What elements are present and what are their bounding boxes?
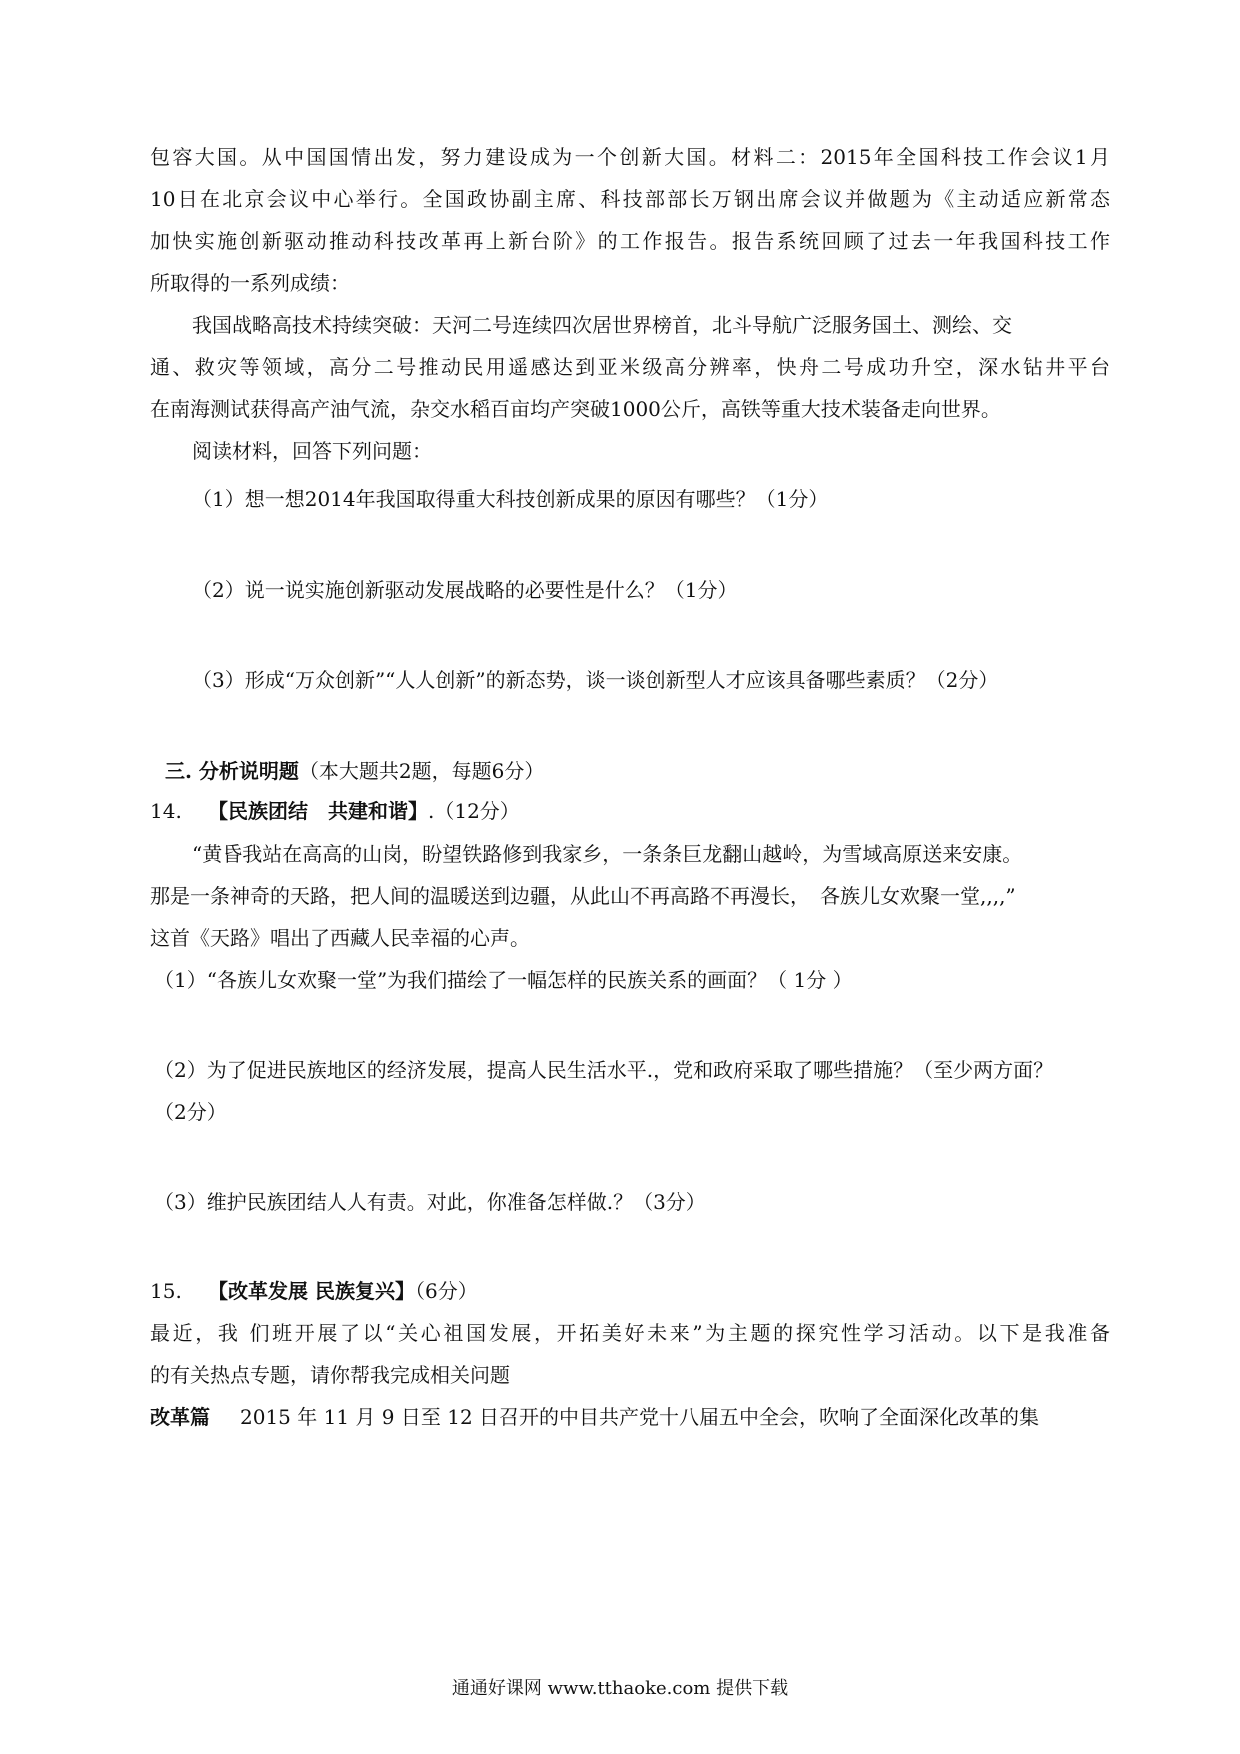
section-3-heading	[165, 757, 544, 785]
q13-instruction: 阅读材料，回答下列问题：	[192, 439, 432, 463]
achievements-line-3: 在南海测试获得高产油气流，杂交水稻百亩均产突破1000公斤，高铁等重大技术装备走向世界。	[150, 397, 1001, 421]
material-line-3: 加快实施创新驱动推动科技改革再上新台阶》的工作报告。报告系统回顾了过去一年我国科技工作	[150, 229, 1110, 253]
q14-lyrics-line-3: 这首《天路》唱出了西藏人民幸福的心声。	[150, 926, 530, 950]
q13-question-3: （3）形成“万众创新”“人人创新”的新态势，谈一谈创新型人才应该具备哪些素质？（2分）	[192, 668, 999, 692]
page-footer: 通通好课网 www.tthaoke.com 提供下载	[451, 1678, 789, 1699]
reform-label: 改革篇	[150, 1405, 210, 1429]
achievements-line-2: 通、救灾等领域，高分二号推动民用遥感达到亚米级高分辨率，快舟二号成功升空，深水钻井平台	[150, 355, 1110, 379]
reform-text: 2015 年 11 月 9 日至 12 日召开的中目共产党十八届五中全会，吹响了全面深化改革的集	[240, 1405, 1040, 1429]
q14-question-3: （3）维护民族团结人人有责。对此，你准备怎样做.？（3分）	[154, 1190, 706, 1214]
q14-question-2-score: （2分）	[154, 1100, 227, 1124]
q15-reform-line	[150, 1403, 1110, 1431]
achievements-line-1: 我国战略高技术持续突破：天河二号连续四次居世界榜首，北斗导航广泛服务国土、测绘、交	[192, 313, 1012, 337]
q15-header	[150, 1277, 1110, 1305]
q14-question-2: （2）为了促进民族地区的经济发展，提高人民生活水平.，党和政府采取了哪些措施？（至少两方面？	[154, 1058, 1054, 1082]
q14-lyrics-line-1: “黄昏我站在高高的山岗，盼望铁路修到我家乡，一条条巨龙翻山越岭，为雪域高原送来安康。	[192, 842, 1023, 866]
material-line-1: 包容大国。从中国国情出发，努力建设成为一个创新大国。材料二：2015年全国科技工作会议1月	[150, 145, 1110, 169]
q15-intro-line-1: 最近，我 们班开展了以“关心祖国发展，开拓美好未来”为主题的探究性学习活动。以下是我准备	[150, 1321, 1110, 1345]
section-3-note: （本大题共2题，每题6分）	[298, 759, 545, 783]
q14-header	[150, 797, 1110, 825]
q14-title: 【民族团结 共建和谐】	[208, 799, 428, 823]
section-3-title: 三. 分析说明题	[165, 759, 299, 783]
q15-score: （6分）	[414, 1279, 478, 1303]
q14-lyrics-line-2: 那是一条神奇的天路，把人间的温暖送到边疆，从此山不再高路不再漫长， 各族儿女欢聚一堂,,,,”	[150, 884, 1016, 908]
q15-title: 【改革发展 民族复兴】	[208, 1279, 415, 1303]
material-line-4: 所取得的一系列成绩：	[150, 271, 350, 295]
q14-number: 14.	[150, 799, 182, 823]
q13-question-1: （1）想一想2014年我国取得重大科技创新成果的原因有哪些？（1分）	[192, 487, 829, 511]
q14-question-1: （1）“各族儿女欢聚一堂”为我们描绘了一幅怎样的民族关系的画面？（ 1分 ）	[154, 968, 853, 992]
material-line-2: 10日在北京会议中心举行。全国政协副主席、科技部部长万钢出席会议并做题为《主动适应新常态	[150, 187, 1110, 211]
q14-score: .（12分）	[428, 799, 520, 823]
q13-question-2: （2）说一说实施创新驱动发展战略的必要性是什么？（1分）	[192, 578, 738, 602]
q15-number: 15.	[150, 1279, 182, 1303]
q15-intro-line-2: 的有关热点专题，请你帮我完成相关问题	[150, 1363, 510, 1387]
